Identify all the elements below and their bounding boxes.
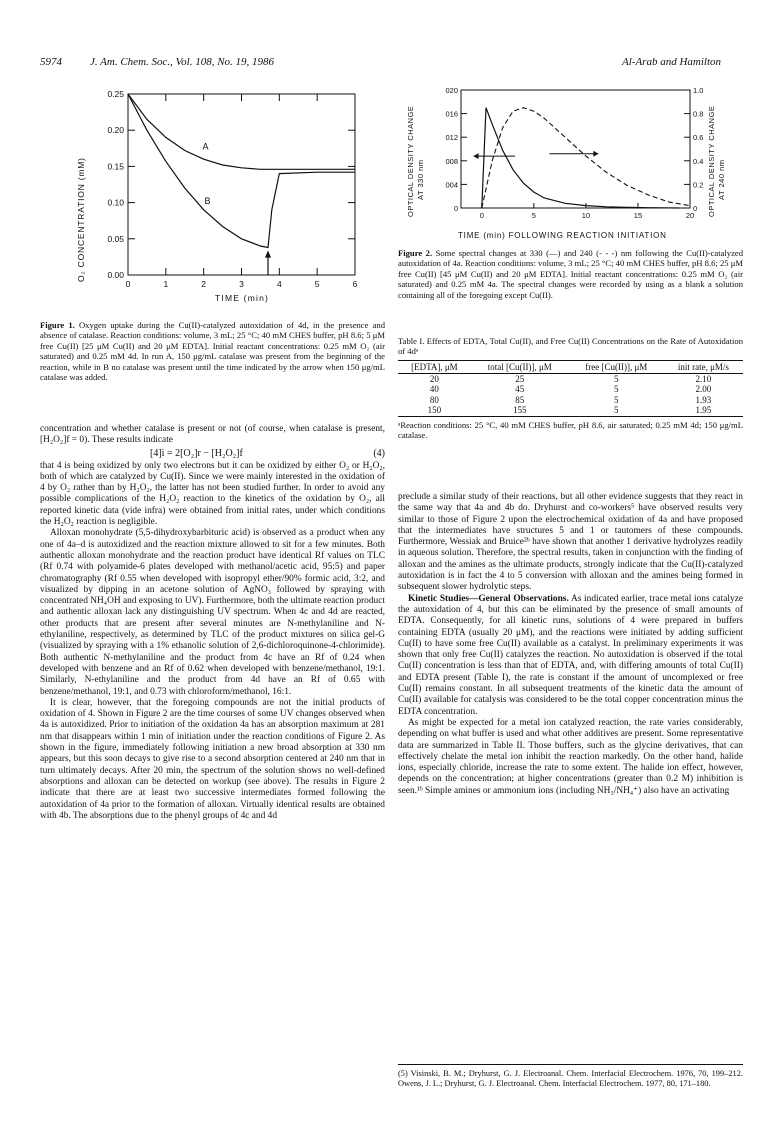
y-tick-label-left: 016 [445,109,458,119]
y-tick-label-right: 1.0 [693,86,704,95]
y-tick-label: 0.05 [107,233,124,244]
x-tick-label: 1 [163,279,169,289]
x-tick-label: 3 [239,279,244,289]
table-header: free [Cu(II)], μM [585,361,648,372]
catalase-arrow-head [265,250,271,257]
right-axis-arrowhead [593,151,598,157]
table-cell: 5 [613,405,619,416]
table-cell: 5 [613,394,619,405]
paragraph: Alloxan monohydrate (5,5-dihydroxybarbituric acid) is observed as a product when any one of 4a–d is autoxidized and the reaction mixture allowed to sit for a few minutes. Both authentic alloxan monohydrate and the reaction product have identical Rf values on TLC (Rf 0.74 with polyamide-6 plates developed with methanol/acetic acid, 95:5) and paper chromatography (Rf 0.55 when developed with isopropyl ether/90% formic acid, 3:2, and visualized by dipping in an acetone solution of AgNO₃ followed by spraying with concentrated NH₄OH and exposing to UV). Furthermore, both the ultimate reaction product and authentic alloxan lack any distinguishing UV spectrum. When 4c and 4d are reacted, other products that are present after several minutes are N-methylaniline and N-ethylaniline, respectively, as determined by TLC of the product mixtures on silica gel-G (visualized by spraying with a 1% ethanolic solution of 2,6-dichloroquinone-4-chlorimide). Both authentic N-methylaniline and the product from 4c have an Rf of 0.24 when developed with benzene and an Rf of 0.62 when developed with benzene/methanol, 19:1. Similarly, N-ethylaniline and the product from 4d have an Rf of 0.65 with benzene/methanol, 19:1, and 0.73 with chloroform/methanol, 16:1. [40,528,385,697]
figure-2-xlabel: TIME (min) FOLLOWING REACTION INITIATION [458,231,667,240]
figure-2-ylabel-left-1: OPTICAL DENSITY CHANGE [406,105,415,217]
left-axis-arrowhead [473,153,478,159]
table-cell: 155 [513,405,527,416]
table-row [398,395,743,406]
y-tick-label-right: 0.2 [693,180,704,190]
reference-5: (5) Visinski, B. M.; Dryhurst, G. J. Electroanal. Chem. Interfacial Electrochem. 1976, 70, 199–212. Owens, J. L.; Dryhurst, G. J. Electroanal. Chem. Interfacial Electrochem. 1977, 80, 171–180. [398,1064,743,1089]
equation-4-number: (4) [373,447,385,459]
figure-2-ylabel-right-2: AT 240 nm [717,159,726,200]
plot-frame [128,94,355,275]
table-1-footnote: ᵃReaction conditions: 25 °C, 40 mM CHES buffer, pH 8.6, air saturated; 0.25 mM 4d; 150 μg/mL catalase. [398,419,743,441]
figure-1-caption-text: Oxygen uptake during the Cu(II)-catalyzed autoxidation of 4d, in the presence and absence of catalase. Reaction conditions: volume, 3 mL; 25 °C; 40 mM CHES buffer, pH 8.6; 5 μM free Cu(II) [25 μM Cu(II) and 20 μM EDTA]. Initial reactant concentrations: 0.25 mM O₂ (air saturated) and 0.25 mM 4d. In run A, 150 μg/mL catalase was present from the beginning of the reaction, while in B no catalase was present until the time indicated by the arrow when 150 μg/mL catalase was added. [40,320,385,383]
table-1-title: Table I. Effects of EDTA, Total Cu(II), and Free Cu(II) Concentrations on the Rate of Autoxidation of 4dᵃ [398,336,743,357]
series-240nm-line [482,108,690,208]
curve-b-label: B [204,196,211,207]
x-tick-label: 5 [314,279,320,289]
figure-1-ylabel: O₂ CONCENTRATION (mM) [76,157,86,282]
y-tick-label-left: 0 [453,204,458,213]
y-tick-label: 0.20 [107,125,124,136]
table-header: init rate, μM/s [677,361,729,372]
paragraph: preclude a similar study of their reactions, but all other evidence suggests that they react in the same way that 4a and 4b do. Dryhurst and co-workers⁵ have observed results very similar to those of Figure 2 upon the electrochemical oxidation of 4a and have proposed that the intermediates have structures 5 and 1 or tautomers of these compounds. Furthermore, Wessiak and Bruice²ᵇ have shown that another 1 derivative hydrolyzes readily in aqueous solution. Therefore, the spectral results, taken in conjunction with the finding of alloxan and the amines as the ultimate products, strongly indicate that the Cu(II)-catalyzed autoxidation is in fact the 4 to 5 conversion with alloxan and the amines being formed in subsequent slower hydrolytic steps. [398,492,743,593]
table-cell: 85 [515,394,525,405]
table-cell: 5 [613,384,619,395]
table-row [398,373,743,384]
figure-1 [40,82,385,307]
x-tick-label: 6 [352,279,358,289]
section-heading: Kinetic Studies—General Observations. [408,593,569,604]
y-tick-label-right: 0.6 [693,133,704,143]
x-tick-label: 5 [531,211,536,220]
series-a-line [128,94,355,169]
table-1-grid [398,360,743,417]
figure-1-chart [40,82,385,307]
table-cell: 5 [613,373,619,384]
paragraph: concentration and whether catalase is present or not (of course, when catalase is present, [H₂O₂]f = 0). These results indicate [40,424,385,446]
x-tick-label: 4 [276,279,282,289]
y-tick-label: 0.10 [107,197,124,208]
equation-4-body: [4]i = 2[O₂]r − [H₂O₂]f [150,447,243,459]
figure-1-caption-label: Figure 1. [40,320,75,330]
series-330nm-line [482,108,680,208]
x-tick-label: 0 [479,211,484,220]
y-tick-label: 0.25 [107,89,124,99]
x-tick-label: 15 [633,211,643,220]
y-tick-label-left: 020 [445,86,458,95]
figure-1-caption [40,320,385,382]
figure-2-caption-label: Figure 2. [398,248,433,258]
table-cell: 1.93 [695,394,712,405]
x-tick-label: 10 [581,211,591,220]
left-column [40,424,385,822]
table-cell: 150 [427,405,442,416]
y-tick-label-right: 0.4 [693,156,704,166]
figure-2-ylabel-right-1: OPTICAL DENSITY CHANGE [707,105,716,217]
table-row [398,405,743,416]
y-tick-label: 0.00 [107,270,124,280]
figure-2 [398,82,743,242]
paragraph: that 4 is being oxidized by only two electrons but it can be oxidized by either O₂ or H₂O₂, both of which are catalyzed by Cu(II). Since we were mainly interested in the oxidation of 4 by O₂ rather than by H₂O₂, the latter has not been studied further. In order to avoid any possible complications of the H₂O₂ reaction to the kinetics of the oxidation by O₂, all reported kinetic data (vide infra) were obtained from initial rates, under which conditions the H₂O₂ reaction is negligible. [40,460,385,528]
table-cell: 25 [515,373,525,384]
journal-citation: J. Am. Chem. Soc., Vol. 108, No. 19, 1986 [90,56,275,68]
y-tick-label-left: 008 [445,156,458,166]
page-number: 5974 [40,56,62,68]
figure-2-caption-text: Some spectral changes at 330 (—) and 240 (- - -) nm following the Cu(II)-catalyzed autoxidation of 4a. Reaction conditions: volume, 3 mL; 25 °C; 40 mM CHES buffer, pH 8.6; 25 μM free Cu(II) [45 μM Cu(II) and 20 μM EDTA]. Initial reactant concentrations: 0.25 mM O₂ (air saturated) and 0.25 mM 4a. The spectral changes were recorded by using as a blank a solution containing all of the foregoing except Cu(II). [398,248,744,300]
paragraph-text: As indicated earlier, trace metal ions catalyze the autoxidation of 4, but this can be eliminated by the presence of small amounts of EDTA. Consequently, for all kinetic runs, solutions of 4 were prepared in buffers containing EDTA (usually 20 μM), and the reactions were initiated by adding sufficient Cu(II) to have some free Cu(II) available as a catalyst. In preliminary experiments it was shown that only free Cu(II) catalyzes the reaction. No autoxidation is observed if the total Cu(II) concentration is less than that of EDTA, and, with differing amounts of total Cu(II) and EDTA present (Table I), the rate is constant if the amount of uncomplexed or free Cu(II) remains constant. In all subsequent treatments of the kinetic data the amount of Cu(II) available for catalysis was considered to be the total copper concentration minus the EDTA concentration. [398,593,744,717]
table-cell: 2.00 [695,384,712,395]
table-header: total [Cu(II)], μM [487,361,552,372]
x-tick-label: 20 [685,211,695,220]
x-tick-label: 0 [125,279,131,289]
y-tick-label-left: 004 [445,180,458,190]
y-tick-label: 0.15 [107,161,124,172]
table-cell: 80 [429,394,439,405]
figure-2-caption [398,248,743,300]
paragraph: As might be expected for a metal ion catalyzed reaction, the rate varies considerably, depending on what buffer is used and what other additives are present. Some representative data are summarized in Table II. Those buffers, such as the glycine derivatives, that can effectively chelate the metal ion inhibit the reaction markedly. On the other hand, halide ions, especially chloride, increase the rate to some extent. The halide ion effect, however, depends on the concentration; at higher concentrations (greater than 0.2 M) inhibition is seen.¹ᵇ Simple amines or ammonium ions (including NH₃/NH₄⁺) also have an activating [398,717,743,796]
x-tick-label: 2 [201,279,207,289]
table-row [398,384,743,395]
figure-2-ylabel-left-2: AT 330 nm [416,159,425,200]
table-cell: 45 [515,384,525,395]
paragraph: It is clear, however, that the foregoing compounds are not the initial products of oxidation of 4. Shown in Figure 2 are the time courses of some UV changes observed when 4a is autoxidized. Prior to initiation of the oxidation 4a has an absorption maximum at 281 nm that disappears within 1 min of initiation under the reaction conditions of Figure 2. As shown in the figure, immediately following initiation a new broad absorption at 330 nm appears, but this soon decays to give rise to a second absorption centered at 240 nm that in turn ultimately decays. After 20 min, the spectrum of the solution shows no well-defined absorptions and alloxan can be detected on workup (see above). The results in Figure 2 indicate that there are at least two successive intermediates formed following the autoxidation of 4a prior to the formation of alloxan. Virtually identical results are obtained with 4b. The absorptions due to the phenyl groups of 4c and 4d [40,697,385,821]
table-cell: 2.10 [695,373,712,384]
figure-2-chart [398,82,743,242]
right-column [398,492,743,797]
y-tick-label-left: 012 [445,133,458,143]
equation-4 [40,447,385,461]
figure-1-xlabel: TIME (min) [215,293,270,303]
running-authors: Al-Arab and Hamilton [622,56,721,68]
table-header: [EDTA], μM [411,361,458,372]
table-cell: 1.95 [695,405,712,416]
paragraph [398,594,743,718]
table-1 [398,336,743,441]
table-cell: 20 [429,373,439,384]
table-cell: 40 [429,384,439,395]
curve-a-label: A [202,141,209,152]
series-b-line [128,94,355,248]
y-tick-label-right: 0 [693,204,698,213]
y-tick-label-right: 0.8 [693,109,704,119]
